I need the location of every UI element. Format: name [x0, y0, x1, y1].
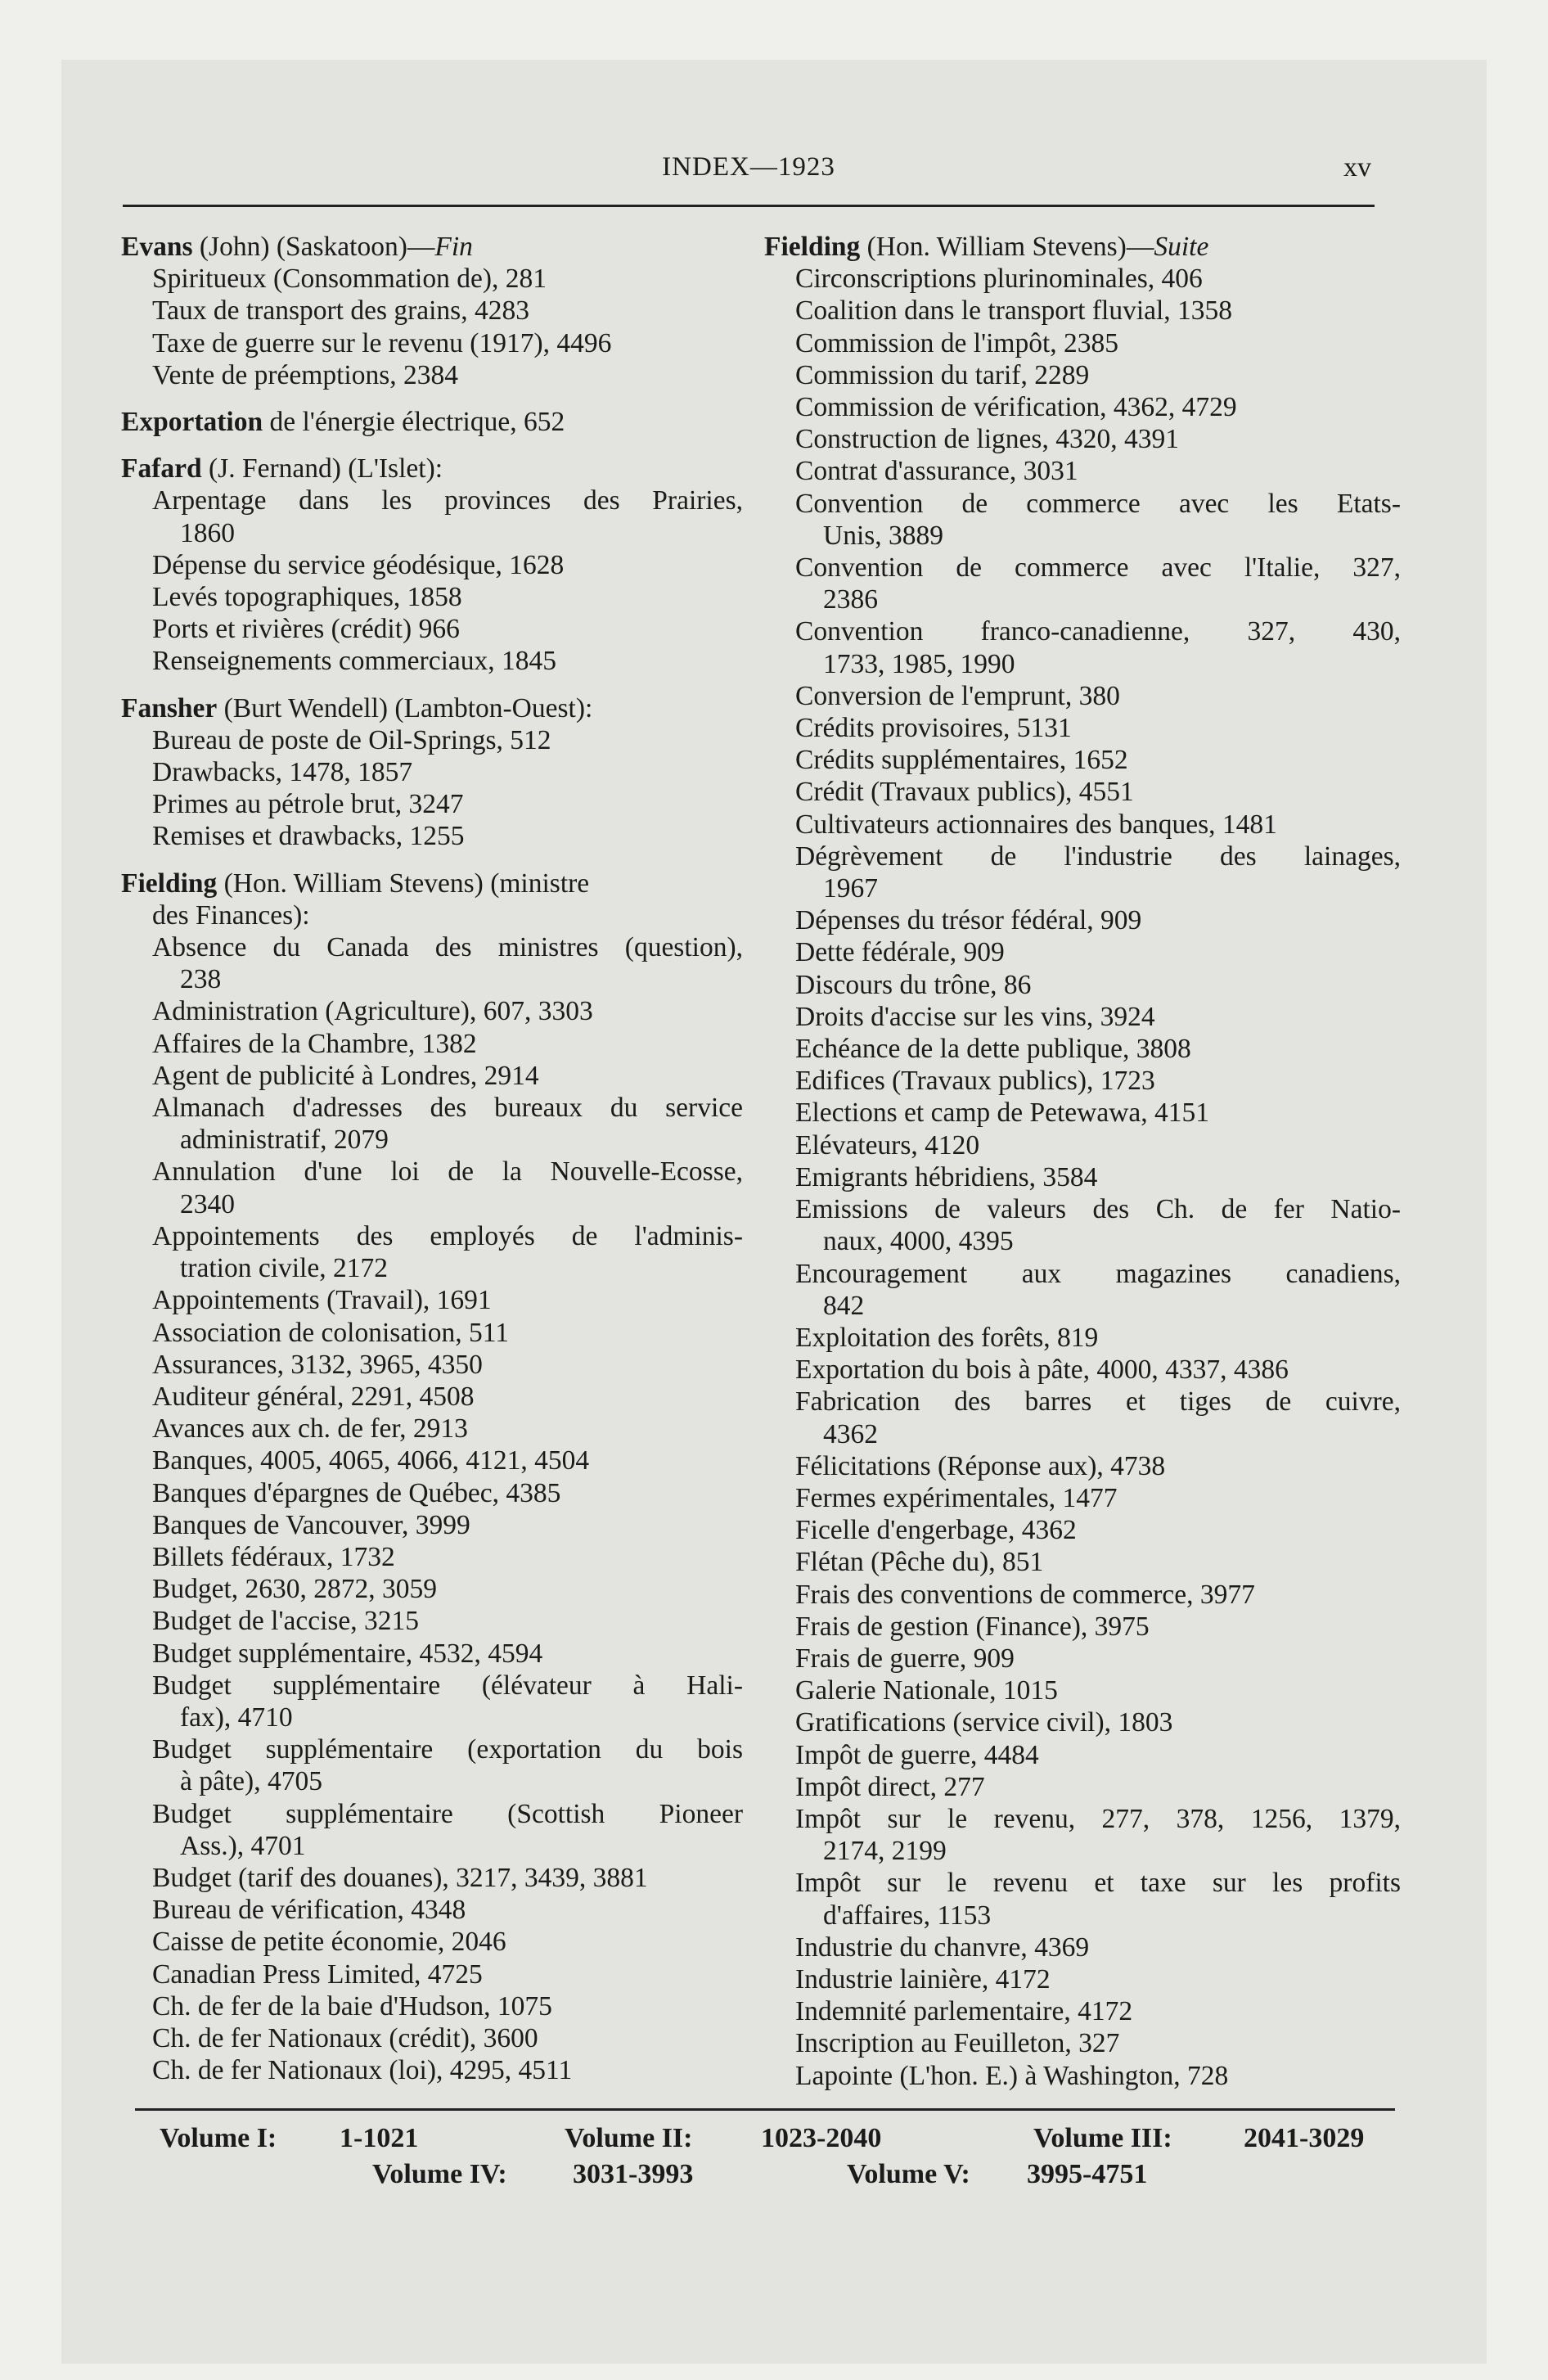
footer-rule	[135, 2108, 1395, 2111]
entry-descriptor: de l'énergie électrique, 652	[263, 407, 565, 438]
sub-entry-text: Bureau de poste de Oil-Springs, 512	[152, 724, 551, 755]
sub-entry-text: Budget (tarif des douanes), 3217, 3439, 3881	[152, 1862, 648, 1893]
sub-entry	[764, 615, 1401, 679]
sub-entry-text: Affaires de la Chambre, 1382	[152, 1028, 477, 1059]
sub-entry-text: Coalition dans le transport fluvial, 1358	[795, 295, 1233, 327]
sub-entry	[121, 359, 743, 391]
sub-entry-text: Crédit (Travaux publics), 4551	[795, 777, 1134, 808]
sub-entry	[121, 1862, 743, 1894]
sub-entry-continued: 2386	[823, 584, 878, 615]
sub-entry-text: Avances aux ch. de fer, 2913	[152, 1413, 468, 1445]
sub-entry-text: Elections et camp de Petewawa, 4151	[795, 1098, 1210, 1129]
sub-entry	[764, 391, 1401, 423]
sub-entry-continued: 2174, 2199	[823, 1836, 947, 1867]
sub-entry-text: Frais de gestion (Finance), 3975	[795, 1611, 1150, 1642]
sub-entry-text: Renseignements commerciaux, 1845	[152, 646, 556, 677]
sub-entry-text: Convention de commerce avec l'Italie, 327,	[795, 552, 1401, 584]
sub-entry	[764, 809, 1401, 841]
sub-entry-text: Exportation du bois à pâte, 4000, 4337, 4386	[795, 1355, 1289, 1386]
entry-descriptor: (John) (Saskatoon)—	[192, 232, 435, 262]
sub-entry-text: Echéance de la dette publique, 3808	[795, 1034, 1191, 1065]
sub-entry-text: Almanach d'adresses des bureaux du service	[152, 1093, 743, 1124]
sub-entry	[764, 1675, 1401, 1706]
sub-entry	[764, 1867, 1401, 1931]
sub-entry	[764, 1450, 1401, 1482]
sub-entry-continued: fax), 4710	[180, 1702, 293, 1733]
sub-entry-continued: 842	[823, 1290, 865, 1321]
volume-2-range: 1023-2040	[761, 2123, 882, 2153]
sub-entry	[121, 645, 743, 677]
sub-entry-text: Impôt de guerre, 4484	[795, 1739, 1039, 1770]
entry-name: Exportation	[121, 407, 263, 438]
sub-entry	[764, 776, 1401, 808]
sub-entry-text: Bureau de vérification, 4348	[152, 1895, 466, 1926]
sub-entry	[764, 1546, 1401, 1578]
sub-entry	[764, 1097, 1401, 1129]
sub-entry-text: Banques, 4005, 4065, 4066, 4121, 4504	[152, 1445, 590, 1476]
sub-entry	[121, 1541, 743, 1573]
sub-entry-text: Galerie Nationale, 1015	[795, 1675, 1058, 1706]
header-rule	[123, 205, 1375, 207]
sub-entry	[121, 724, 743, 756]
sub-entry-text: Remises et drawbacks, 1255	[152, 821, 465, 852]
sub-entry-text: Conversion de l'emprunt, 380	[795, 680, 1120, 711]
sub-entry	[121, 1381, 743, 1413]
sub-entry	[121, 1317, 743, 1349]
sub-entry-text: Banques de Vancouver, 3999	[152, 1509, 470, 1540]
sub-entry-text: Absence du Canada des ministres (question),	[152, 932, 743, 963]
volume-4-label: Volume IV:	[372, 2159, 507, 2189]
entry-descriptor: (J. Fernand) (L'Islet):	[201, 453, 443, 485]
entry-descriptor: (Hon. William Stevens)—	[860, 232, 1154, 262]
sub-entry	[764, 1386, 1401, 1449]
sub-entry	[764, 1643, 1401, 1675]
sub-entry	[764, 1579, 1401, 1611]
sub-entry	[764, 1322, 1401, 1354]
index-entry	[121, 692, 743, 853]
sub-entry	[764, 1995, 1401, 2027]
sub-entry-text: Droits d'accise sur les vins, 3924	[795, 1001, 1155, 1032]
sub-entry-text: Crédits provisoires, 5131	[795, 713, 1072, 744]
right-column	[764, 231, 1401, 2092]
sub-entry-text: Fermes expérimentales, 1477	[795, 1482, 1118, 1513]
sub-entry	[121, 295, 743, 327]
sub-entry-continued: tration civile, 2172	[180, 1253, 388, 1284]
sub-entry	[121, 1638, 743, 1670]
volume-4-range: 3031-3993	[573, 2159, 694, 2189]
sub-entry-text: Circonscriptions plurinominales, 406	[795, 264, 1203, 295]
sub-entry	[121, 327, 743, 359]
sub-entry	[764, 1611, 1401, 1643]
volume-5-range: 3995-4751	[1027, 2159, 1148, 2189]
sub-entry	[764, 552, 1401, 615]
sub-entry-text: Impôt sur le revenu, 277, 378, 1256, 1379,	[795, 1803, 1401, 1834]
sub-entry-text: Taxe de guerre sur le revenu (1917), 4496	[152, 327, 612, 358]
sub-entry	[764, 1129, 1401, 1161]
sub-entry-text: Appointements (Travail), 1691	[152, 1285, 492, 1316]
page-number: xv	[1343, 152, 1371, 183]
sub-entry-text: Exploitation des forêts, 819	[795, 1322, 1099, 1353]
sub-entry	[764, 1803, 1401, 1867]
sub-entry-text: Impôt sur le revenu et taxe sur les profits	[795, 1868, 1401, 1899]
sub-entry-text: Annulation d'une loi de la Nouvelle-Ecosse,	[152, 1156, 743, 1188]
sub-entry-text: Flétan (Pêche du), 851	[795, 1547, 1044, 1578]
sub-entry	[764, 744, 1401, 776]
sub-entry-text: Edifices (Travaux publics), 1723	[795, 1066, 1155, 1097]
sub-entry-continued: 1733, 1985, 1990	[823, 648, 1015, 679]
sub-entry-text: Ch. de fer Nationaux (loi), 4295, 4511	[152, 2055, 573, 2086]
sub-entry	[764, 712, 1401, 744]
sub-entry-text: Cultivateurs actionnaires des banques, 1481	[795, 809, 1277, 840]
entry-name: Fielding	[764, 232, 861, 262]
sub-entry-text: Administration (Agriculture), 607, 3303	[152, 996, 593, 1027]
sub-entry	[121, 1959, 743, 1990]
sub-entry-continued: 2340	[180, 1188, 235, 1219]
entry-name: Fansher	[121, 692, 218, 723]
index-entry	[121, 453, 743, 677]
sub-entry-text: Convention franco-canadienne, 327, 430,	[795, 616, 1401, 647]
sub-entry	[121, 613, 743, 645]
sub-entry	[121, 1573, 743, 1605]
sub-entry-continued: Unis, 3889	[823, 520, 944, 551]
sub-entry	[121, 1509, 743, 1541]
sub-entry	[121, 2022, 743, 2054]
sub-entry-text: Crédits supplémentaires, 1652	[795, 745, 1128, 776]
sub-entry	[764, 1065, 1401, 1097]
sub-entry-text: Convention de commerce avec les Etats-	[795, 488, 1401, 519]
entry-heading	[764, 231, 1401, 263]
sub-entry	[764, 1001, 1401, 1033]
sub-entry-text: Arpentage dans les provinces des Prairies,	[152, 485, 743, 516]
sub-entry-text: Frais de guerre, 909	[795, 1643, 1015, 1674]
sub-entry	[121, 1733, 743, 1797]
sub-entry-continued: administratif, 2079	[180, 1125, 389, 1156]
sub-entry-text: Inscription au Feuilleton, 327	[795, 2028, 1120, 2059]
sub-entry	[764, 1963, 1401, 1995]
sub-entry	[121, 1092, 743, 1156]
sub-entry	[764, 455, 1401, 487]
sub-entry	[121, 1926, 743, 1958]
entry-descriptor: (Hon. William Stevens) (ministre	[217, 868, 590, 899]
sub-entry-text: Association de colonisation, 511	[152, 1317, 510, 1348]
sub-entry	[121, 263, 743, 295]
sub-entry-text: Commission de l'impôt, 2385	[795, 327, 1119, 358]
sub-entry	[121, 1284, 743, 1316]
entry-heading	[121, 453, 743, 485]
sub-entry-text: Construction de lignes, 4320, 4391	[795, 424, 1179, 455]
sub-entry	[764, 1931, 1401, 1963]
sub-entry	[121, 820, 743, 852]
sub-entry-text: Budget de l'accise, 3215	[152, 1606, 420, 1637]
sub-entry	[121, 1990, 743, 2022]
entry-continuation-marker: Fin	[434, 232, 473, 262]
sub-entry-text: Spiritueux (Consommation de), 281	[152, 264, 547, 295]
volume-key	[135, 2121, 1395, 2193]
sub-entry	[121, 995, 743, 1027]
sub-entry	[764, 423, 1401, 455]
sub-entry-text: Vente de préemptions, 2384	[152, 359, 458, 390]
sub-entry-text: Emissions de valeurs des Ch. de fer Natio-	[795, 1194, 1401, 1225]
volume-1-label: Volume I:	[160, 2123, 277, 2153]
sub-entry-text: Canadian Press Limited, 4725	[152, 1959, 483, 1990]
sub-entry-text: Frais des conventions de commerce, 3977	[795, 1579, 1255, 1610]
volume-3-range: 2041-3029	[1244, 2123, 1365, 2153]
sub-entry	[764, 2060, 1401, 2092]
sub-entry	[764, 1771, 1401, 1803]
sub-entry-text: Indemnité parlementaire, 4172	[795, 1996, 1133, 2027]
sub-entry-text: Drawbacks, 1478, 1857	[152, 757, 413, 788]
sub-entry	[764, 1354, 1401, 1386]
sub-entry-text: Caisse de petite économie, 2046	[152, 1927, 506, 1958]
sub-entry-continued: 1860	[180, 517, 235, 548]
sub-entry	[764, 904, 1401, 936]
index-entry	[121, 868, 743, 2087]
volume-5-label: Volume V:	[847, 2159, 970, 2189]
sub-entry-text: Appointements des employés de l'adminis-	[152, 1220, 743, 1251]
sub-entry-text: Industrie du chanvre, 4369	[795, 1931, 1090, 1963]
sub-entry-text: Budget, 2630, 2872, 3059	[152, 1574, 438, 1605]
sub-entry-text: Discours du trône, 86	[795, 969, 1032, 1000]
volume-1-range: 1-1021	[340, 2123, 419, 2153]
entry-descriptor: (Burt Wendell) (Lambton-Ouest):	[217, 692, 593, 723]
sub-entry-continued: d'affaires, 1153	[823, 1900, 992, 1931]
sub-entry	[121, 756, 743, 788]
sub-entry-text: Industrie lainière, 4172	[795, 1963, 1051, 1995]
sub-entry-text: Dégrèvement de l'industrie des lainages,	[795, 841, 1401, 872]
sub-entry-text: Primes au pétrole brut, 3247	[152, 789, 464, 820]
entry-heading	[121, 868, 743, 899]
sub-entry	[121, 581, 743, 613]
entry-name: Fafard	[121, 453, 202, 485]
sub-entry	[121, 1220, 743, 1284]
sub-entry-continued: 4362	[823, 1418, 878, 1449]
sub-entry-text: Budget supplémentaire, 4532, 4594	[152, 1638, 543, 1669]
sub-entry-continued: à pâte), 4705	[180, 1766, 322, 1797]
sub-entry-text: Auditeur général, 2291, 4508	[152, 1381, 475, 1412]
sub-entry	[764, 488, 1401, 552]
sub-entry	[764, 1706, 1401, 1738]
sub-entry-text: Dépenses du trésor fédéral, 909	[795, 905, 1142, 936]
sub-entry-text: Contrat d'assurance, 3031	[795, 456, 1078, 487]
sub-entry	[764, 263, 1401, 295]
sub-entry-text: Ch. de fer Nationaux (crédit), 3600	[152, 2022, 538, 2053]
sub-entry	[121, 1349, 743, 1381]
sub-entry-text: Banques d'épargnes de Québec, 4385	[152, 1477, 561, 1508]
sub-entry	[764, 1739, 1401, 1771]
sub-entry-text: Ficelle d'engerbage, 4362	[795, 1515, 1077, 1546]
sub-entry	[121, 2054, 743, 2086]
entry-heading-continued: des Finances):	[152, 899, 310, 931]
index-entry	[121, 231, 743, 391]
sub-entry-text: Dette fédérale, 909	[795, 937, 1005, 968]
sub-entry	[121, 1156, 743, 1219]
sub-entry	[121, 1798, 743, 1862]
sub-entry	[764, 969, 1401, 1001]
sub-entry	[764, 359, 1401, 391]
sub-entry-text: Ch. de fer de la baie d'Hudson, 1075	[152, 1990, 552, 2022]
sub-entry	[121, 1413, 743, 1445]
sub-entry	[764, 841, 1401, 904]
sub-entry	[764, 680, 1401, 712]
volume-3-label: Volume III:	[1033, 2123, 1172, 2153]
sub-entry	[121, 931, 743, 995]
sub-entry-text: Ports et rivières (crédit) 966	[152, 614, 460, 645]
entry-name: Evans	[121, 232, 193, 262]
sub-entry-text: Encouragement aux magazines canadiens,	[795, 1258, 1401, 1289]
entry-heading	[121, 406, 743, 438]
sub-entry-text: Fabrication des barres et tiges de cuivre,	[795, 1386, 1401, 1418]
sub-entry	[121, 1477, 743, 1509]
sub-entry-text: Gratifications (service civil), 1803	[795, 1707, 1173, 1738]
entry-continuation-marker: Suite	[1154, 232, 1209, 262]
sub-entry-text: Budget supplémentaire (Scottish Pioneer	[152, 1798, 743, 1829]
sub-entry-text: Budget supplémentaire (élévateur à Hali-	[152, 1670, 743, 1701]
sub-entry-text: Levés topographiques, 1858	[152, 582, 462, 613]
running-header	[123, 146, 1375, 187]
sub-entry	[121, 1028, 743, 1060]
sub-entry-continued: 1967	[823, 873, 878, 904]
index-entry	[121, 406, 743, 438]
sub-entry	[121, 485, 743, 548]
sub-entry	[121, 1894, 743, 1926]
sub-entry	[121, 1060, 743, 1092]
entry-heading	[121, 692, 743, 724]
sub-entry	[764, 1514, 1401, 1546]
sub-entry	[764, 2027, 1401, 2059]
sub-entry-text: Agent de publicité à Londres, 2914	[152, 1060, 539, 1091]
sub-entry	[764, 1482, 1401, 1514]
sub-entry	[121, 1670, 743, 1733]
sub-entry	[121, 1605, 743, 1637]
sub-entry-text: Emigrants hébridiens, 3584	[795, 1161, 1098, 1192]
sub-entry	[764, 936, 1401, 968]
sub-entry	[764, 1193, 1401, 1257]
sub-entry	[764, 1033, 1401, 1065]
sub-entry-text: Commission de vérification, 4362, 4729	[795, 392, 1237, 423]
sub-entry-text: Billets fédéraux, 1732	[152, 1541, 395, 1572]
index-title: INDEX—1923	[662, 152, 835, 182]
entry-heading	[121, 231, 743, 263]
sub-entry-text: Taux de transport des grains, 4283	[152, 295, 529, 327]
volume-2-label: Volume II:	[565, 2123, 693, 2153]
sub-entry-continued: Ass.), 4701	[180, 1830, 306, 1861]
sub-entry-continued: 238	[180, 964, 222, 995]
sub-entry	[764, 1161, 1401, 1193]
sub-entry-text: Félicitations (Réponse aux), 4738	[795, 1450, 1166, 1481]
sub-entry-continued: naux, 4000, 4395	[823, 1226, 1014, 1257]
sub-entry-text: Elévateurs, 4120	[795, 1129, 980, 1161]
index-entry	[764, 231, 1401, 2092]
sub-entry	[764, 327, 1401, 359]
entry-name: Fielding	[121, 868, 218, 899]
sub-entry-text: Impôt direct, 277	[795, 1771, 985, 1802]
sub-entry-text: Budget supplémentaire (exportation du bois	[152, 1734, 743, 1765]
sub-entry	[121, 788, 743, 820]
sub-entry	[121, 1445, 743, 1476]
sub-entry	[764, 1258, 1401, 1322]
sub-entry-text: Dépense du service géodésique, 1628	[152, 549, 565, 580]
sub-entry	[764, 295, 1401, 327]
left-column	[121, 231, 743, 2086]
sub-entry-text: Lapointe (L'hon. E.) à Washington, 728	[795, 2060, 1229, 2091]
sub-entry-text: Commission du tarif, 2289	[795, 359, 1090, 390]
sub-entry-text: Assurances, 3132, 3965, 4350	[152, 1349, 483, 1380]
sub-entry	[121, 549, 743, 581]
